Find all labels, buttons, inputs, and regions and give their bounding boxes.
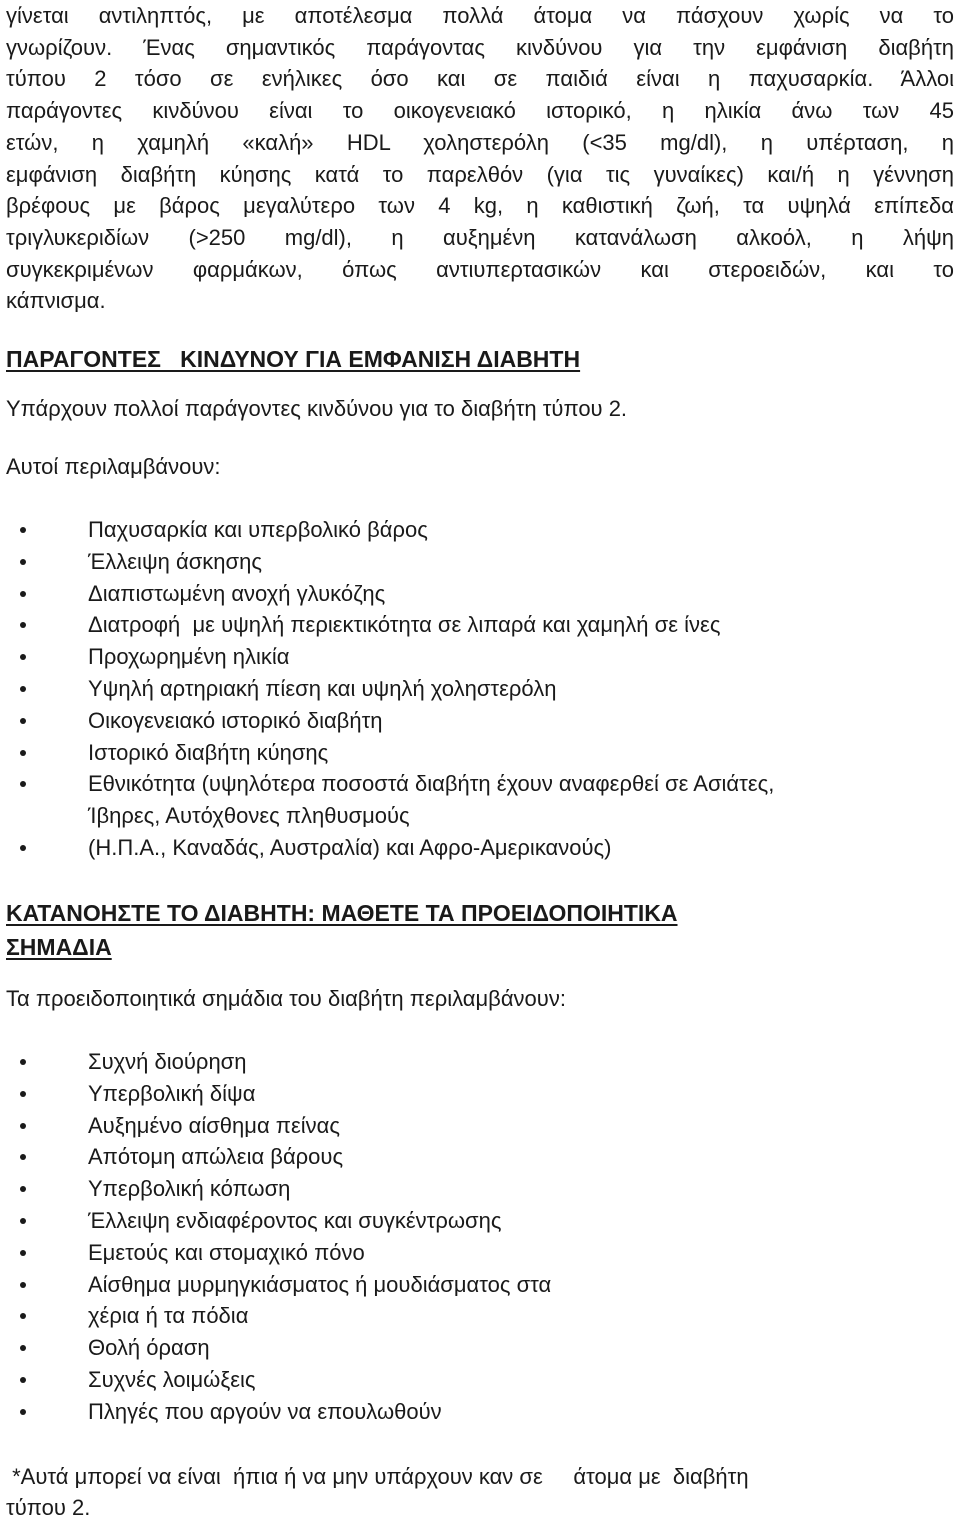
intro-line: γνωρίζουν. Ένας σημαντικός παράγοντας κινδύνου για την εμφάνιση διαβήτη <box>6 34 954 60</box>
bullet-icon <box>20 1409 26 1415</box>
intro-line: βρέφους με βάρος μεγαλύτερο των 4 kg, η καθιστική ζωή, τα υψηλά επίπεδα <box>6 193 954 219</box>
warning-signs-heading-line1: ΚΑΤΑΝΟΗΣΤΕ ΤΟ ΔΙΑΒΗΤΗ: ΜΑΘΕΤΕ ΤΑ ΠΡΟΕΙΔΟΠΟΙΗΤΙΚΑ <box>6 900 678 926</box>
warning-signs-list <box>6 1046 954 1428</box>
list-item <box>6 1173 954 1205</box>
bullet-icon <box>20 1250 26 1256</box>
bullet-icon <box>20 1282 26 1288</box>
bullet-icon <box>20 591 26 597</box>
bullet-icon <box>20 527 26 533</box>
list-item <box>6 641 954 673</box>
list-item-text: Αυξημένο αίσθημα πείνας <box>88 1112 340 1138</box>
bullet-icon <box>20 1377 26 1383</box>
intro-line: συγκεκριμένων φαρμάκων, όπως αντιυπερτασικών και στεροειδών, και το <box>6 256 954 282</box>
footnote-line: τύπου 2. <box>6 1495 91 1520</box>
list-item <box>6 768 954 800</box>
intro-paragraph <box>6 0 954 317</box>
list-item-text: Πληγές που αργούν να επουλωθούν <box>88 1398 442 1424</box>
list-item <box>6 1396 954 1428</box>
list-item <box>6 578 954 610</box>
list-item-text: Προχωρημένη ηλικία <box>88 644 290 670</box>
intro-line: παράγοντες κινδύνου είναι το οικογενειακό ιστορικό, η ηλικία άνω των 45 <box>6 98 954 124</box>
list-item <box>6 832 954 864</box>
list-item <box>6 1141 954 1173</box>
bullet-icon <box>20 1345 26 1351</box>
list-item <box>6 609 954 641</box>
intro-line: κάπνισμα. <box>6 288 106 314</box>
risk-factors-intro: Υπάρχουν πολλοί παράγοντες κινδύνου για το διαβήτη τύπου 2. <box>6 396 628 421</box>
bullet-icon <box>20 686 26 692</box>
intro-line: εμφάνιση διαβήτη κύησης κατά το παρελθόν (για τις γυναίκες) και/ή η γέννηση <box>6 161 954 187</box>
list-item-text: Θολή όραση <box>88 1335 210 1361</box>
list-item <box>6 1332 954 1364</box>
list-item-text: Απότομη απώλεια βάρους <box>88 1144 344 1170</box>
bullet-icon <box>20 654 26 660</box>
footnote <box>6 1461 954 1523</box>
bullet-icon <box>20 1123 26 1129</box>
risk-factors-list <box>6 514 954 864</box>
list-item-text: Έλλειψη άσκησης <box>88 548 262 574</box>
list-item-text: Διατροφή με υψηλή περιεκτικότητα σε λιπαρά και χαμηλή σε ίνες <box>88 612 721 638</box>
list-item <box>6 546 954 578</box>
bullet-icon <box>20 781 26 787</box>
list-item-text: Παχυσαρκία και υπερβολικό βάρος <box>88 517 428 542</box>
bullet-icon <box>20 622 26 628</box>
list-item <box>6 1046 954 1078</box>
list-item <box>6 1205 954 1237</box>
list-item <box>6 1269 954 1301</box>
list-item-text: Εμετούς και στομαχικό πόνο <box>88 1239 365 1265</box>
list-item-text: Υψηλή αρτηριακή πίεση και υψηλή χοληστερόλη <box>88 675 557 701</box>
list-item-text: Υπερβολική κόπωση <box>88 1176 291 1202</box>
list-item-text: χέρια ή τα πόδια <box>88 1303 249 1329</box>
list-item <box>6 1078 954 1110</box>
bullet-icon <box>20 1313 26 1319</box>
bullet-icon <box>20 1154 26 1160</box>
list-item <box>6 1300 954 1332</box>
list-item <box>6 1364 954 1396</box>
list-item <box>6 514 954 546</box>
risk-factors-heading: ΠΑΡΑΓΟΝΤΕΣ ΚΙΝΔΥΝΟΥ ΓΙΑ ΕΜΦΑΝΙΣΗ ΔΙΑΒΗΤΗ <box>6 346 581 372</box>
list-item <box>6 800 954 832</box>
footnote-line: *Αυτά μπορεί να είναι ήπια ή να μην υπάρχουν καν σε άτομα με διαβήτη <box>6 1464 749 1489</box>
list-item-text: Έλλειψη ενδιαφέροντος και συγκέντρωσης <box>88 1207 502 1233</box>
risk-factors-lead: Αυτοί περιλαμβάνουν: <box>6 454 221 479</box>
bullet-icon <box>20 1186 26 1192</box>
list-item <box>6 737 954 769</box>
list-item-text: Ιστορικό διαβήτη κύησης <box>88 739 329 765</box>
bullet-icon <box>20 1218 26 1224</box>
list-item <box>6 705 954 737</box>
list-item-text: Οικογενειακό ιστορικό διαβήτη <box>88 707 383 733</box>
warning-signs-heading-line2: ΣΗΜΑΔΙΑ <box>6 934 112 960</box>
intro-line: ετών, η χαμηλή «καλή» HDL χοληστερόλη (<35 mg/dl), η υπέρταση, η <box>6 129 954 155</box>
intro-line: τριγλυκεριδίων (>250 mg/dl), η αυξημένη κατανάλωση αλκοόλ, η λήψη <box>6 224 954 250</box>
bullet-icon <box>20 559 26 565</box>
bullet-icon <box>20 750 26 756</box>
list-item <box>6 1110 954 1142</box>
bullet-icon <box>20 1059 26 1065</box>
list-item-text: Αίσθημα μυρμηγκιάσματος ή μουδιάσματος στα <box>88 1271 552 1297</box>
list-item-text: Διαπιστωμένη ανοχή γλυκόζης <box>88 580 386 606</box>
intro-line: τύπου 2 τόσο σε ενήλικες όσο και σε παιδιά είναι η παχυσαρκία. Άλλοι <box>6 66 954 92</box>
list-item-text: Υπερβολική δίψα <box>88 1080 256 1106</box>
list-item-text: Εθνικότητα (υψηλότερα ποσοστά διαβήτη έχουν αναφερθεί σε Ασιάτες, <box>88 771 775 797</box>
warning-signs-intro: Τα προειδοποιητικά σημάδια του διαβήτη περιλαμβάνουν: <box>6 986 566 1011</box>
bullet-icon <box>20 1091 26 1097</box>
list-item-text: (Η.Π.Α., Καναδάς, Αυστραλία) και Αφρο-Αμερικανούς) <box>88 834 612 860</box>
intro-line: γίνεται αντιληπτός, με αποτέλεσμα πολλά άτομα να πάσχουν χωρίς να το <box>6 3 954 28</box>
list-item <box>6 1237 954 1269</box>
bullet-icon <box>20 845 26 851</box>
list-item-text: Ίβηρες, Αυτόχθονες πληθυσμούς <box>88 803 410 829</box>
list-item-text: Συχνές λοιμώξεις <box>88 1366 256 1392</box>
bullet-icon <box>20 718 26 724</box>
list-item-text: Συχνή διούρηση <box>88 1049 247 1074</box>
list-item <box>6 673 954 705</box>
